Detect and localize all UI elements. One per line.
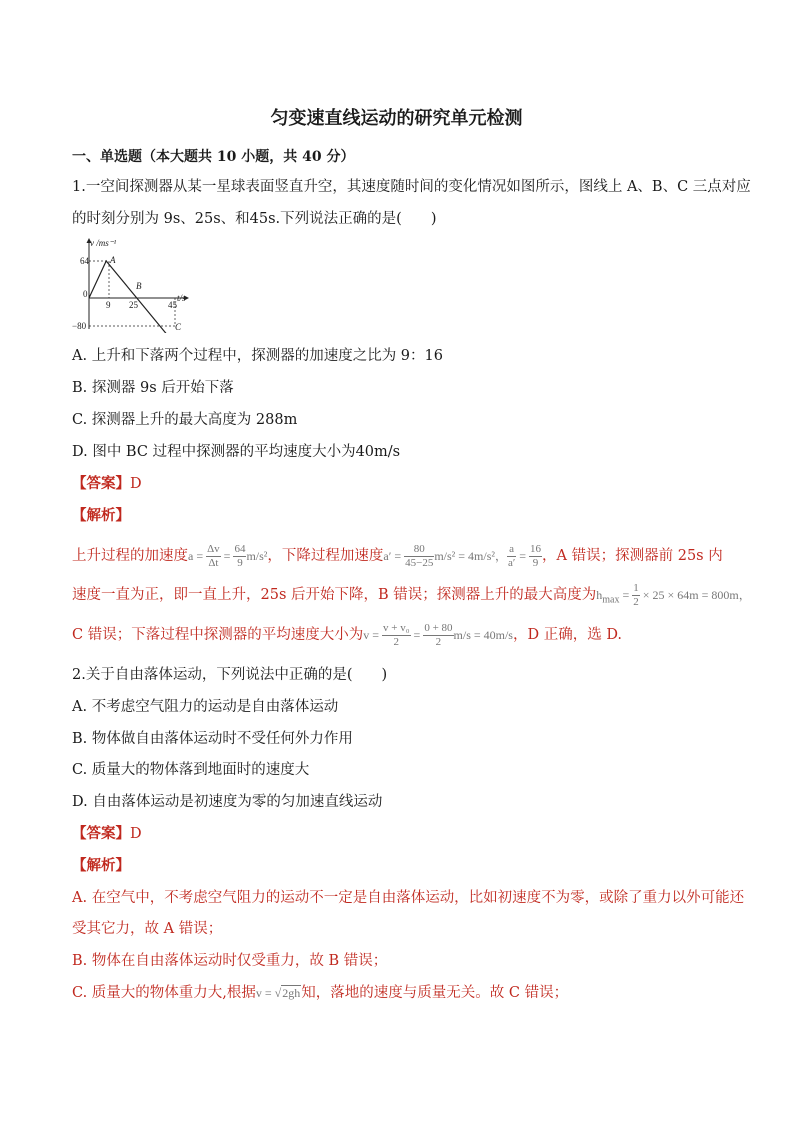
- q1-answer: [72, 472, 142, 493]
- q2-answer: [72, 822, 142, 843]
- document-title: 匀变速直线运动的研究单元检测: [270, 108, 523, 129]
- x-tick-9: 9: [106, 300, 111, 310]
- point-A-label: A: [110, 255, 116, 265]
- section-heading: 一、单选题（本大题共 10 小题，共 40 分）: [72, 149, 355, 165]
- origin-label: 0: [83, 289, 88, 299]
- answer-value: D: [130, 476, 142, 492]
- q2-option-d: D. 自由落体运动是初速度为零的匀加速直线运动: [72, 794, 383, 810]
- q2-analysis-b: B. 物体在自由落体运动时仅受重力，故 B 错误；: [72, 953, 388, 969]
- q2-analysis-a-line2: 受其它力，故 A 错误；: [72, 921, 223, 937]
- q2-option-a: A. 不考虑空气阻力的运动是自由落体运动: [72, 699, 339, 715]
- answer-value: D: [130, 826, 142, 842]
- answer-label: 【答案】: [72, 475, 130, 492]
- q1-option-a: A. 上升和下落两个过程中，探测器的加速度之比为 9：16: [72, 348, 443, 364]
- q2-analysis-label: 【解析】: [72, 857, 130, 874]
- q1-option-c: C. 探测器上升的最大高度为 288m: [72, 412, 298, 428]
- x-tick-25: 25: [129, 300, 138, 310]
- q1-analysis-label: 【解析】: [72, 507, 130, 524]
- answer-label: 【答案】: [72, 825, 130, 842]
- q2-option-c: C. 质量大的物体落到地面时的速度大: [72, 762, 310, 778]
- velocity-line: [89, 261, 175, 333]
- y-tick-minus80: −80: [72, 321, 87, 331]
- y-tick-64: 64: [80, 256, 89, 266]
- q1-stem-line2: 的时刻分别为 9s、25s、和45s.下列说法正确的是( ): [72, 211, 437, 227]
- y-axis-label: v /ms⁻¹: [90, 238, 117, 248]
- q1-stem-line1: 1.一空间探测器从某一星球表面竖直升空，其速度随时间的变化情况如图所示，图线上 A、B、C 三点对应: [72, 179, 751, 195]
- q2-option-b: B. 物体做自由落体运动时不受任何外力作用: [72, 731, 353, 747]
- q1-analysis-line2: 速度一直为正，即一直上升，25s 后开始下降，B 错误；探测器上升的最大高度为$h_{max}$ = $\frac{1}{2}$ × 25 × 64m = 800m，: [72, 581, 751, 608]
- point-C-label: C: [175, 322, 182, 332]
- q1-vt-graph: [72, 237, 197, 333]
- q1-analysis-line1: 上升过程的加速度a = $\frac{\Delta v}{\Delta t}$ = $\frac{64}{9}$ m/s²，下降过程加速度a′ = $\frac{80}{45-25}$ m/s² = 4m/s²， $\frac{a}{a'}$ = $\frac{16}{9}$ ，A 错误；探测器前 25s 内: [72, 542, 723, 569]
- point-B-label: B: [136, 281, 142, 291]
- q2-stem: 2.关于自由落体运动，下列说法中正确的是( ): [72, 667, 388, 683]
- q2-analysis-a-line1: A. 在空气中，不考虑空气阻力的运动不一定是自由落体运动，比如初速度不为零，或除了重力以外可能还: [72, 890, 745, 906]
- x-axis-label: t/s: [177, 293, 186, 303]
- q1-analysis-line3: C 错误；下落过程中探测器的平均速度大小为v = $\frac{\text{v + v₀}}{2}$ = $\frac{0 + 80}{2}$ m/s = 40m/s，D 正确，选 D.: [72, 621, 623, 648]
- x-tick-45: 45: [168, 300, 177, 310]
- q1-option-b: B. 探测器 9s 后开始下落: [72, 380, 234, 396]
- q1-option-d: D. 图中 BC 过程中探测器的平均速度大小为40m/s: [72, 444, 401, 460]
- q2-analysis-c: C. 质量大的物体重力大,根据v = √2gh知，落地的速度与质量无关。故 C 错误；: [72, 985, 569, 1001]
